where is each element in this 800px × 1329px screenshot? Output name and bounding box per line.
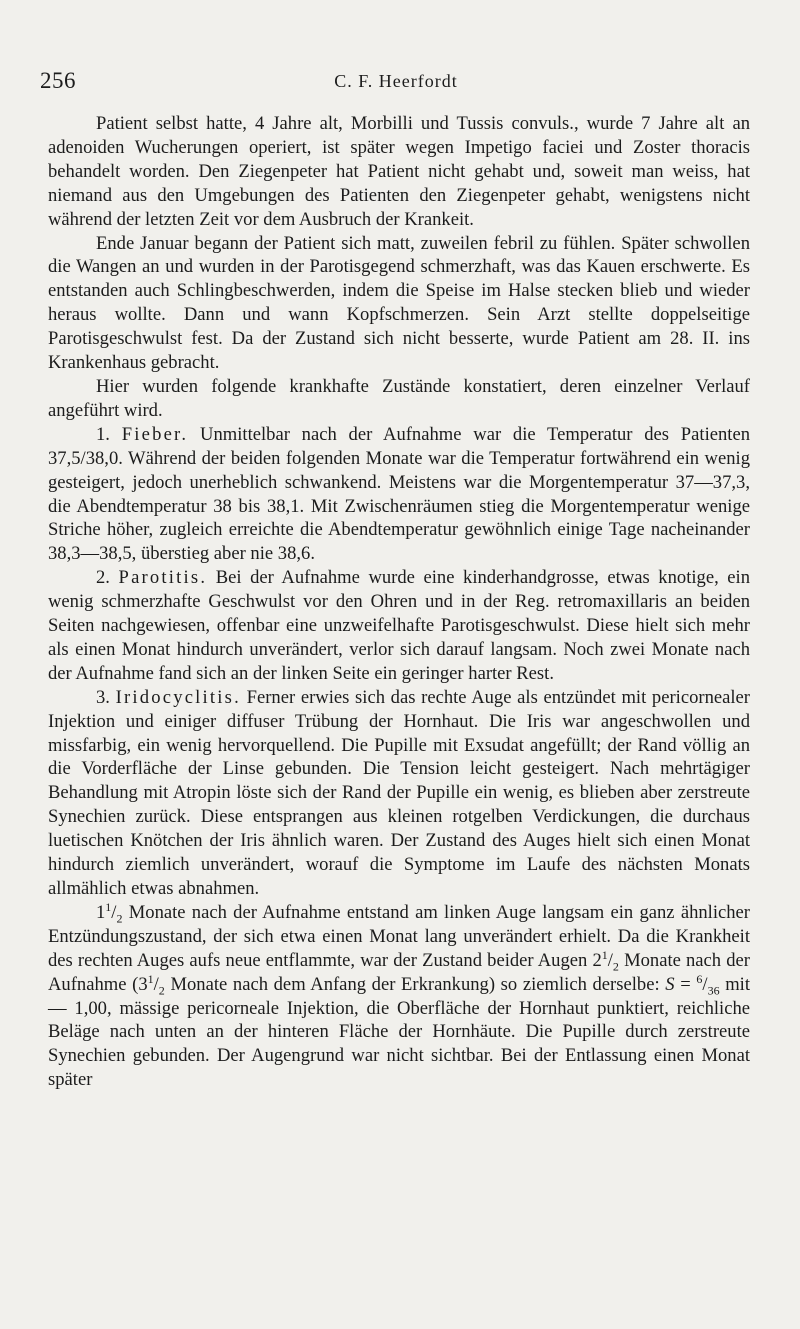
section-heading-parotitis: Parotitis. — [118, 567, 208, 589]
fraction-two-and-half: $2^1/_2$ — [592, 947, 619, 974]
iridocyclitis-text: Ferner erwies sich das rechte Auge als entzündet mit pericornealer Injektion und einiger diffuser Trübung der Hornhaut. Die Iris war angeschwollen und missfarbig, ein wenig hervorquellend. Die Pupille mit Exsudat angefüllt; der Rand völlig an die Vorderfläche der Linse gebunden. Die Tension leicht gesteigert. Nach mehrtägiger Behandlung mit Atropin löste sich der Rand der Pupille ein wenig, es blieben aber zerstreute Synechien zurück. Diese entsprangen aus kleinen rotgelben Verdickungen, die durchaus luetischen Knötchen der Iris ähnlich waren. Der Zustand des Auges hielt sich einen Monat hindurch ziemlich unverändert, worauf die Symptome im Laufe des nächsten Monats allmählich etwas abnahmen. — [48, 686, 750, 899]
paragraph-findings-intro: Hier wurden folgende krankhafte Zustände konstatiert, deren einzelner Verlauf angeführt wird. — [48, 375, 750, 421]
equals-sign: = — [680, 973, 691, 995]
parotitis-text: Bei der Aufnahme wurde eine kinderhandgrosse, etwas knotige, ein wenig schmerzhafte Geschwulst vor den Ohren und in der Reg. retromaxillaris an beiden Seiten nachgewiesen, offenbar eine unzweifelhafte Parotisgeschwulst. Diese hielt sich mehr als einen Monat hindurch unverändert, verlor sich darauf langsam. Noch zwei Monate nach der Aufnahme fand sich an der linken Seite ein geringer harter Rest. — [48, 567, 750, 684]
section-heading-iridocyclitis: Iridocyclitis. — [115, 686, 241, 708]
body-text — [48, 112, 750, 1092]
paragraph-history: Patient selbst hatte, 4 Jahre alt, Morbilli und Tussis convuls., wurde 7 Jahre alt an adenoiden Wucherungen operiert, ist später wegen Impetigo faciei und Zoster thoracis behandelt worden. Den Ziegenpeter hat Patient nicht gehabt und, soweit man weiss, hat niemand aus den Umgebungen des Patienten den Ziegenpeter gehabt, wenigstens nicht während der letzten Zeit vor dem Ausbruch der Krankeit. — [48, 113, 750, 230]
visus-symbol: S — [665, 973, 675, 995]
fraction-one-and-half: $1^1/_2$ — [96, 899, 123, 926]
paragraph-onset: Ende Januar begann der Patient sich matt, zuweilen febril zu fühlen. Später schwollen die Wangen an und wurden in der Parotisgegend schmerzhaft, was das Kauen erschwerte. Es entstanden auch Schlingbeschwerden, indem die Speise im Halse stecken blieb und wieder heraus wollte. Dann und wann Kopfschmerzen. Sein Arzt stellte doppelseitige Parotisgeschwulst fest. Da der Zustand sich nicht besserte, wurde Patient am 28. II. ins Krankenhaus gebracht. — [48, 232, 750, 374]
running-head: C. F. Heerfordt — [334, 71, 458, 91]
visus-fraction: $^6/_{36}$ — [696, 971, 720, 998]
paragraph-iridocyclitis — [48, 686, 750, 901]
page-header — [40, 68, 752, 98]
fever-text: Unmittelbar nach der Aufnahme war die Temperatur des Patienten 37,5/38,0. Während der beiden folgenden Monate war die Temperatur fortwährend ein wenig gesteigert, jedoch unerheblich schwankend. Meistens war die Morgentemperatur 37—37,3, die Abendtemperatur 38 bis 38,1. Mit Zwischenräumen stieg die Morgentemperatur wenige Striche höher, zugleich erreichte die Abendtemperatur gewöhnlich einige Tage nacheinander 38,3—38,5, überstieg aber nie 38,6. — [48, 423, 751, 565]
left-eye-text-4: mit — 1,00, mässige pericorneale Injektion, die Oberfläche der Hornhaut punktiert, reichliche Beläge nach unten an der hinteren Fläche der Hornhäute. Die Pupille durch zerstreute Synechien gebunden. Der Augengrund war nicht sichtbar. Bei der Entlassung einen Monat später — [48, 973, 751, 1091]
paragraph-parotitis — [48, 566, 750, 686]
paragraph-fever — [48, 423, 750, 566]
item-number: 2. — [96, 567, 110, 589]
left-eye-text-2: Monate nach der Aufnahme ( — [48, 949, 750, 995]
fraction-three-and-half: $3^1/_2$ — [138, 971, 165, 998]
left-eye-text-3: Monate nach dem Anfang der Erkrankung) so ziemlich derselbe: — [170, 973, 660, 995]
item-number: 3. — [96, 686, 110, 708]
item-number: 1. — [96, 423, 110, 445]
page-number: 256 — [40, 68, 76, 93]
paragraph-left-eye — [48, 901, 750, 1092]
section-heading-fever: Fieber. — [121, 423, 189, 445]
left-eye-text-1: Monate nach der Aufnahme entstand am linken Auge langsam ein ganz ähnlicher Entzündungszustand, der sich etwa einen Monat lang unverändert erhielt. Da die Krankheit des rechten Auges aufs neue entflammte, war der Zustand beider Augen — [48, 901, 750, 971]
